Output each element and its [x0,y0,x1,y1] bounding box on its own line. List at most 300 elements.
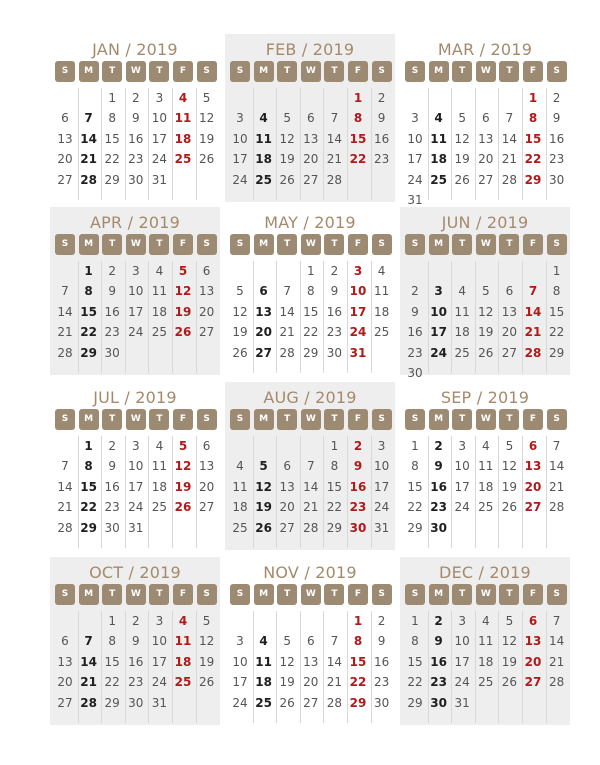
day-cell: 18 [232,500,248,515]
day-cell: 19 [478,325,494,340]
weekday-label: T [102,234,122,255]
day-cell: 31 [151,695,168,710]
day-cell: 7 [552,439,561,453]
day-cell: 3 [353,264,363,278]
day-cell: 21 [326,675,343,690]
day-cell: 17 [349,304,367,319]
day-cell: 12 [279,131,295,146]
day-cell: 19 [454,152,470,167]
day-cell: 10 [128,284,144,299]
day-cell: 1 [330,439,339,453]
day-cell: 21 [303,500,319,515]
day-cell: 24 [373,500,390,515]
day-cell: 5 [202,91,211,105]
day-cell: 25 [232,520,248,535]
day-cell: 4 [236,459,244,474]
day-cell: 2 [330,264,339,278]
day-cell: 14 [57,479,73,494]
day-cell: 28 [548,675,565,690]
day-cell: 14 [303,479,319,494]
day-cell: 21 [80,152,97,167]
weekday-label: W [476,61,496,82]
day-cell: 15 [104,654,120,669]
day-cell: 10 [407,131,423,146]
weekday-label: T [452,584,472,605]
weekday-label: S [547,584,567,605]
month-title: FEB / 2019 [265,40,355,59]
day-cell: 31 [128,520,144,535]
weekday-label: T [149,409,169,430]
weekday-label: S [230,584,250,605]
day-cell: 31 [151,172,168,187]
day-cell: 30 [548,172,565,187]
day-cell: 27 [501,345,518,360]
day-cell: 6 [505,284,514,299]
weekday-label: F [173,409,193,430]
day-cell: 12 [279,654,295,669]
month-title: OCT / 2019 [89,563,181,582]
day-cell: 4 [178,91,188,105]
weekday-header [225,409,395,430]
day-cell: 14 [501,131,518,146]
weekday-label: F [173,234,193,255]
day-cell: 11 [478,459,494,474]
day-cell: 18 [454,325,470,340]
day-cell: 27 [478,172,494,187]
weekday-label: S [372,61,392,82]
day-cell: 25 [255,695,272,710]
month-title: JAN / 2019 [92,40,178,59]
day-cell: 24 [151,152,168,167]
day-cell: 8 [528,111,538,126]
day-cell: 30 [326,345,343,360]
month-panel [50,557,220,725]
weekday-label: T [452,61,472,82]
weekday-label: F [523,234,543,255]
day-cell: 4 [481,439,490,453]
weekday-label: W [126,584,146,605]
day-cell: 7 [306,459,315,474]
weekday-label: S [405,61,425,82]
day-cell: 24 [430,345,447,360]
day-cell: 15 [303,304,319,319]
day-cell: 14 [548,634,565,649]
day-cell: 12 [174,284,192,299]
day-cell: 30 [128,695,144,710]
day-cell: 7 [330,634,339,649]
day-cell: 25 [478,500,494,515]
day-cell: 17 [128,304,144,319]
weekday-label: S [372,584,392,605]
day-cell: 15 [349,654,367,669]
day-cell: 3 [155,91,164,105]
day-cell: 12 [255,479,272,494]
day-cell: 24 [128,500,144,515]
day-cell: 30 [128,172,144,187]
day-cell: 11 [454,304,470,319]
day-cell: 17 [232,675,248,690]
weekday-label: T [102,61,122,82]
day-cell: 10 [151,111,168,126]
weekday-header [225,584,395,605]
day-cell: 2 [108,264,116,278]
day-cell: 7 [84,634,93,649]
day-cell: 23 [128,675,144,690]
day-cell: 16 [430,479,447,494]
day-cell: 7 [528,284,538,299]
weekday-label: S [230,234,250,255]
weekday-label: M [254,409,274,430]
weekday-label: W [126,61,146,82]
day-cell: 17 [373,479,390,494]
day-cell: 9 [411,304,419,319]
weekday-header [50,584,220,605]
day-cell: 31 [407,193,423,207]
weekday-label: T [149,61,169,82]
day-cell: 6 [202,439,211,453]
weekday-label: F [348,61,368,82]
day-cell: 15 [80,304,97,319]
day-cell: 15 [407,479,423,494]
day-cell: 5 [505,439,514,453]
day-cell: 20 [478,152,494,167]
day-cell: 7 [283,284,291,299]
day-cell: 28 [501,172,518,187]
weekday-label: T [277,584,297,605]
day-cell: 6 [528,439,538,453]
day-cell: 2 [353,439,363,453]
weekday-header [225,234,395,255]
day-cell: 18 [255,152,272,167]
day-cell: 27 [524,500,542,515]
weekday-header [400,234,570,255]
weekday-label: T [324,61,344,82]
day-cell: 3 [155,614,164,628]
day-cell: 25 [255,172,272,187]
day-cell: 29 [548,345,565,360]
day-cell: 15 [80,479,97,494]
day-cell: 29 [349,695,367,710]
day-cell: 17 [407,152,423,167]
day-cell: 6 [202,264,211,278]
day-cell: 9 [108,459,116,474]
day-cell: 11 [255,131,272,146]
day-cell: 6 [306,634,315,649]
day-cell: 30 [104,345,120,360]
day-cell: 3 [131,439,140,453]
day-cell: 16 [104,304,120,319]
day-cell: 10 [454,634,470,649]
day-cell: 20 [279,500,295,515]
day-cell: 5 [283,111,291,126]
day-cell: 13 [198,459,215,474]
day-cell: 5 [505,614,514,628]
day-cell: 24 [128,325,144,340]
day-cell: 28 [548,500,565,515]
day-cell: 5 [202,614,211,628]
day-cell: 9 [353,459,363,474]
day-cell: 25 [151,325,168,340]
day-cell: 11 [174,634,192,649]
day-cell: 15 [104,131,120,146]
day-cell: 2 [377,614,386,628]
day-cell: 24 [454,500,470,515]
day-cell: 13 [501,304,518,319]
weekday-label: F [173,61,193,82]
day-cell: 6 [528,614,538,628]
day-cell: 20 [255,325,272,340]
day-cell: 20 [303,152,319,167]
day-cell: 13 [255,304,272,319]
day-cell: 5 [481,284,490,299]
weekday-label: T [499,584,519,605]
day-cell: 5 [259,459,268,474]
day-cell: 17 [454,479,470,494]
day-cell: 29 [80,345,97,360]
day-cell: 29 [303,345,319,360]
weekday-label: S [55,234,75,255]
weekday-label: W [301,234,321,255]
day-cell: 1 [84,439,93,453]
day-cell: 4 [434,111,443,126]
day-cell: 22 [104,675,120,690]
day-cell: 24 [232,695,248,710]
day-cell: 14 [80,131,97,146]
day-cell: 18 [478,479,494,494]
day-cell: 22 [349,152,367,167]
day-cell: 29 [326,520,343,535]
month-title: SEP / 2019 [440,388,530,407]
month-panel [400,207,570,380]
day-cell: 1 [411,614,419,628]
day-cell: 16 [373,654,390,669]
day-cell: 7 [61,459,69,474]
day-cell: 8 [411,634,419,649]
day-cell: 27 [198,325,215,340]
weekday-label: M [254,584,274,605]
day-cell: 20 [524,479,542,494]
day-cell: 14 [279,304,295,319]
day-cell: 13 [524,634,542,649]
day-cell: 25 [373,325,390,340]
day-cell: 15 [349,131,367,146]
day-cell: 6 [306,111,315,126]
month-panel [225,34,395,202]
weekday-label: M [79,234,99,255]
day-cell: 27 [57,172,73,187]
day-cell: 28 [57,345,73,360]
day-cell: 15 [548,304,565,319]
day-cell: 28 [279,345,295,360]
weekday-header [400,584,570,605]
weekday-header [50,61,220,82]
day-cell: 2 [131,91,140,105]
day-cell: 11 [232,479,248,494]
day-cell: 29 [524,172,542,187]
weekday-label: W [301,61,321,82]
day-cell: 13 [524,459,542,474]
day-cell: 20 [57,152,73,167]
weekday-header [400,61,570,82]
month-panel [50,34,220,202]
weekday-label: T [499,61,519,82]
day-cell: 1 [353,91,363,105]
day-cell: 2 [434,614,443,628]
weekday-label: W [476,409,496,430]
day-cell: 24 [454,675,470,690]
day-cell: 29 [407,695,423,710]
day-cell: 5 [458,111,466,126]
day-cell: 17 [128,479,144,494]
month-panel [400,34,570,207]
day-cell: 6 [61,634,69,649]
day-cell: 13 [57,654,73,669]
day-cell: 17 [430,325,447,340]
day-cell: 17 [232,152,248,167]
weekday-label: S [405,409,425,430]
day-cell: 29 [407,520,423,535]
weekday-label: S [55,409,75,430]
weekday-label: M [429,409,449,430]
day-cell: 23 [104,325,120,340]
day-cell: 11 [151,459,168,474]
day-cell: 8 [552,284,561,299]
month-title: DEC / 2019 [439,563,531,582]
weekday-header [50,234,220,255]
weekday-label: S [197,409,217,430]
day-cell: 20 [524,654,542,669]
day-cell: 14 [524,304,542,319]
month-title: JUN / 2019 [441,213,529,232]
day-cell: 2 [552,91,561,105]
day-cell: 26 [232,345,248,360]
day-cell: 29 [80,520,97,535]
day-cell: 8 [353,634,363,649]
weekday-label: T [149,234,169,255]
day-cell: 8 [353,111,363,126]
weekday-label: S [55,61,75,82]
month-panel [50,207,220,375]
day-cell: 3 [458,439,466,453]
day-cell: 23 [430,500,447,515]
day-cell: 25 [454,345,470,360]
day-cell: 26 [478,345,494,360]
day-cell: 26 [279,172,295,187]
day-cell: 3 [236,634,244,649]
day-cell: 17 [454,654,470,669]
day-cell: 24 [349,325,367,340]
weekday-label: T [102,584,122,605]
day-cell: 16 [349,479,367,494]
day-cell: 28 [80,172,97,187]
day-cell: 18 [255,675,272,690]
day-cell: 27 [279,520,295,535]
day-cell: 26 [501,675,518,690]
day-cell: 10 [128,459,144,474]
day-cell: 8 [330,459,339,474]
day-cell: 16 [104,479,120,494]
weekday-label: W [301,409,321,430]
weekday-label: F [348,584,368,605]
day-cell: 6 [481,111,490,126]
day-cell: 28 [326,172,343,187]
day-cell: 9 [377,111,386,126]
day-cell: 10 [232,131,248,146]
weekday-label: F [523,584,543,605]
day-cell: 19 [174,304,192,319]
day-cell: 18 [373,304,390,319]
day-cell: 30 [430,520,447,535]
day-cell: 4 [155,264,164,278]
day-cell: 6 [61,111,69,126]
weekday-label: T [452,409,472,430]
month-title: JUL / 2019 [93,388,177,407]
day-cell: 23 [373,152,390,167]
day-cell: 11 [430,131,447,146]
day-cell: 17 [151,131,168,146]
month-panel [50,382,220,550]
day-cell: 12 [198,111,215,126]
month-panel [225,382,395,550]
day-cell: 7 [61,284,69,299]
day-cell: 12 [174,459,192,474]
day-cell: 4 [458,284,466,299]
day-cell: 14 [326,654,343,669]
weekday-label: S [547,61,567,82]
day-cell: 1 [108,91,116,105]
day-cell: 26 [501,500,518,515]
weekday-label: S [372,234,392,255]
day-cell: 10 [373,459,390,474]
day-cell: 8 [411,459,419,474]
month-title: MAR / 2019 [437,40,533,59]
day-cell: 18 [174,131,192,146]
day-cell: 22 [104,152,120,167]
day-cell: 21 [548,479,565,494]
day-cell: 9 [330,284,339,299]
day-cell: 4 [259,111,268,126]
day-cell: 11 [174,111,192,126]
day-cell: 23 [373,675,390,690]
weekday-label: W [126,409,146,430]
day-cell: 25 [430,172,447,187]
day-cell: 19 [279,675,295,690]
weekday-label: T [499,409,519,430]
day-cell: 28 [524,345,542,360]
weekday-label: T [277,61,297,82]
day-cell: 26 [174,325,192,340]
day-cell: 16 [373,131,390,146]
day-cell: 27 [524,675,542,690]
day-cell: 29 [104,695,120,710]
day-cell: 2 [434,439,443,453]
day-cell: 23 [349,500,367,515]
weekday-label: T [324,409,344,430]
day-cell: 28 [303,520,319,535]
weekday-label: T [277,234,297,255]
day-cell: 26 [198,675,215,690]
day-cell: 3 [236,111,244,126]
day-cell: 16 [326,304,343,319]
day-cell: 22 [548,325,565,340]
day-cell: 11 [255,654,272,669]
day-cell: 14 [57,304,73,319]
weekday-label: M [79,584,99,605]
weekday-label: S [372,409,392,430]
day-cell: 14 [80,654,97,669]
weekday-label: W [126,234,146,255]
day-cell: 25 [174,675,192,690]
